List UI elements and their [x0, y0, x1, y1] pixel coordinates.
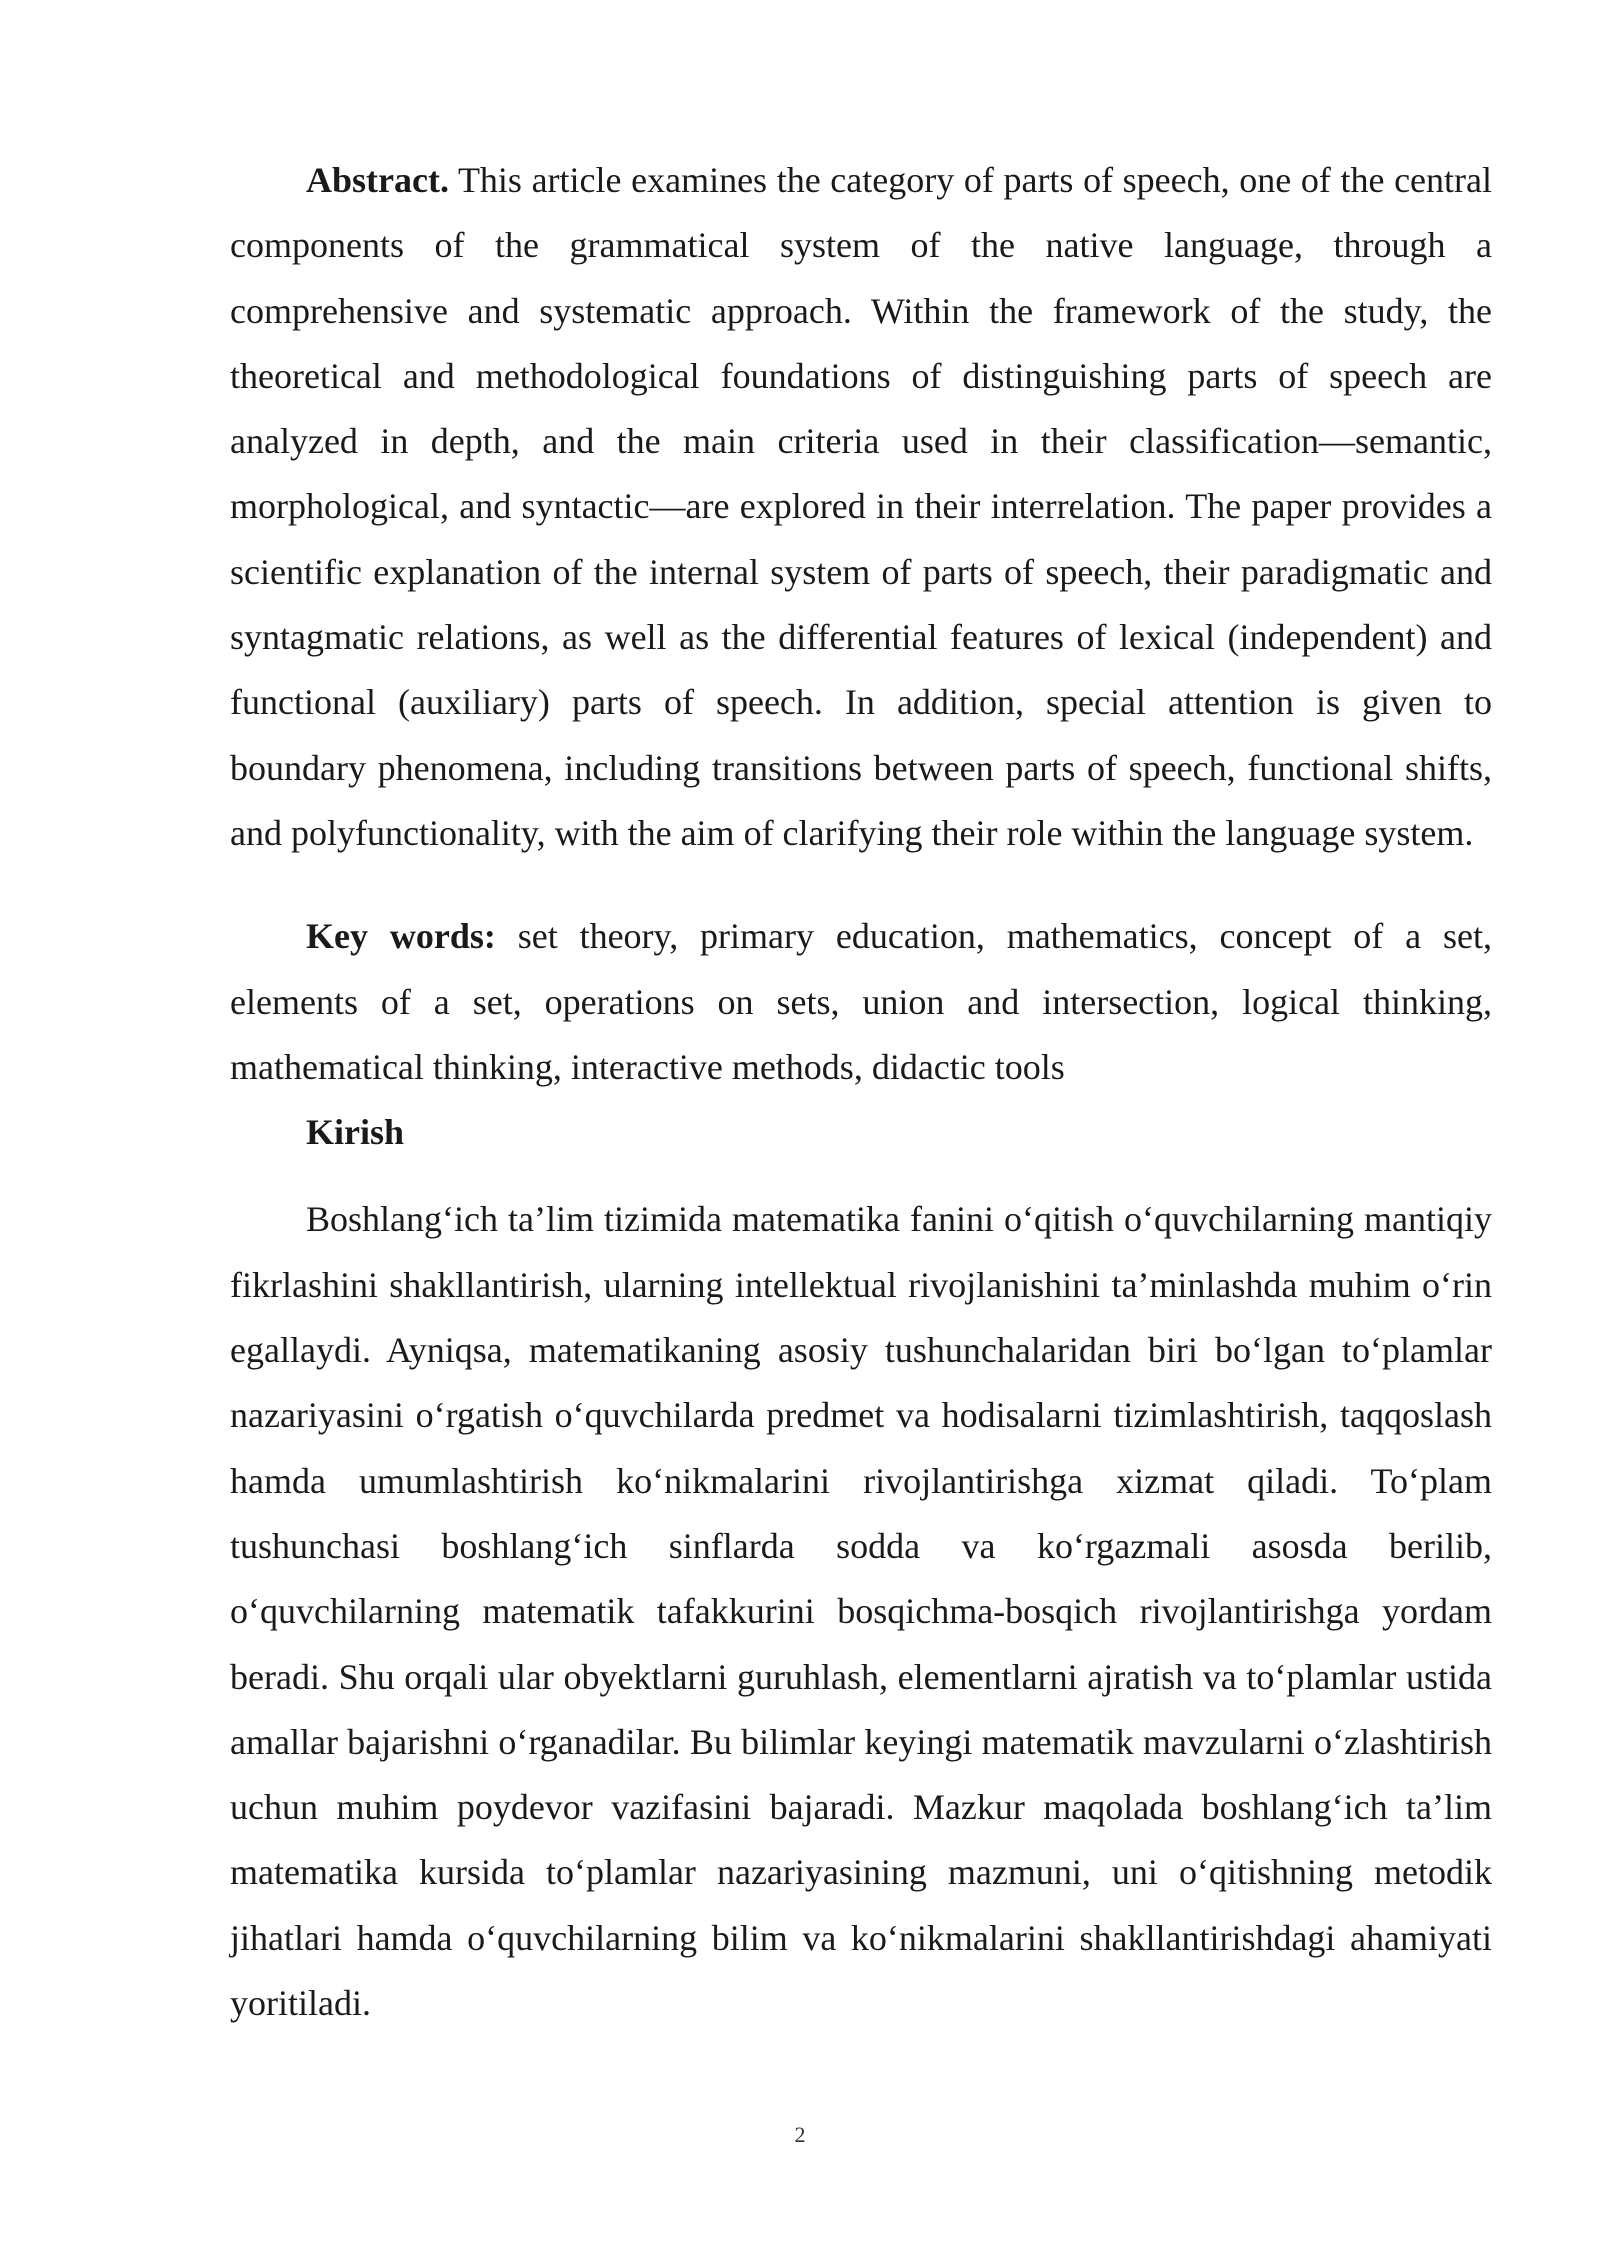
- abstract-text: This article examines the category of parts of speech, one of the central components of the grammatical system of the native language, through a comprehensive and systematic approach. Within the framework of the study, the theoretical and methodological foundations of distinguishing parts of speech are analyzed in depth, and the main criteria used in their classification—semantic, morphological, and syntactic—are explored in their interrelation. The paper provides a scientific explanation of the internal system of parts of speech, their paradigmatic and syntagmatic relations, as well as the differential features of lexical (independent) and functional (auxiliary) parts of speech. In addition, special attention is given to boundary phenomena, including transitions between parts of speech, functional shifts, and polyfunctionality, with the aim of clarifying their role within the language system.: [230, 160, 1492, 853]
- abstract-label: Abstract.: [306, 160, 449, 200]
- keywords-text: set theory, primary education, mathematics, concept of a set, elements of a set, operations on sets, union and intersection, logical thinking, mathematical thinking, interactive methods, didactic tools: [230, 916, 1492, 1087]
- introduction-paragraph: Boshlang‘ich ta’lim tizimida matematika fanini o‘qitish o‘quvchilarning mantiqiy fikrlashini shakllantirish, ularning intellektual rivojlanishini ta’minlashda muhim o‘rin egallaydi. Ayniqsa, matematikaning asosiy tushunchalaridan biri bo‘lgan to‘plamlar nazariyasini o‘rgatish o‘quvchilarda predmet va hodisalarni tizimlashtirish, taqqoslash hamda umumlashtirish ko‘nikmalarini rivojlantirishga xizmat qiladi. To‘plam tushunchasi boshlang‘ich sinflarda sodda va ko‘rgazmali asosda berilib, o‘quvchilarning matematik tafakkurini bosqichma-bosqich rivojlantirishga yordam beradi. Shu orqali ular obyektlarni guruhlash, elementlarni ajratish va to‘plamlar ustida amallar bajarishni o‘rganadilar. Bu bilimlar keyingi matematik mavzularni o‘zlashtirish uchun muhim poydevor vazifasini bajaradi. Mazkur maqolada boshlang‘ich ta’lim matematika kursida to‘plamlar nazariyasining mazmuni, uni o‘qitishning metodik jihatlari hamda o‘quvchilarning bilim va ko‘nikmalarini shakllantirishdagi ahamiyati yoritiladi.: [230, 1199, 1492, 2024]
- page-number: 2: [794, 2122, 806, 2147]
- keywords-label: Key words:: [306, 916, 496, 957]
- section-heading: Kirish: [306, 1112, 405, 1153]
- document-page: [230, 148, 1492, 2036]
- keywords-paragraph: [230, 904, 1492, 1100]
- abstract-paragraph: [230, 148, 1492, 866]
